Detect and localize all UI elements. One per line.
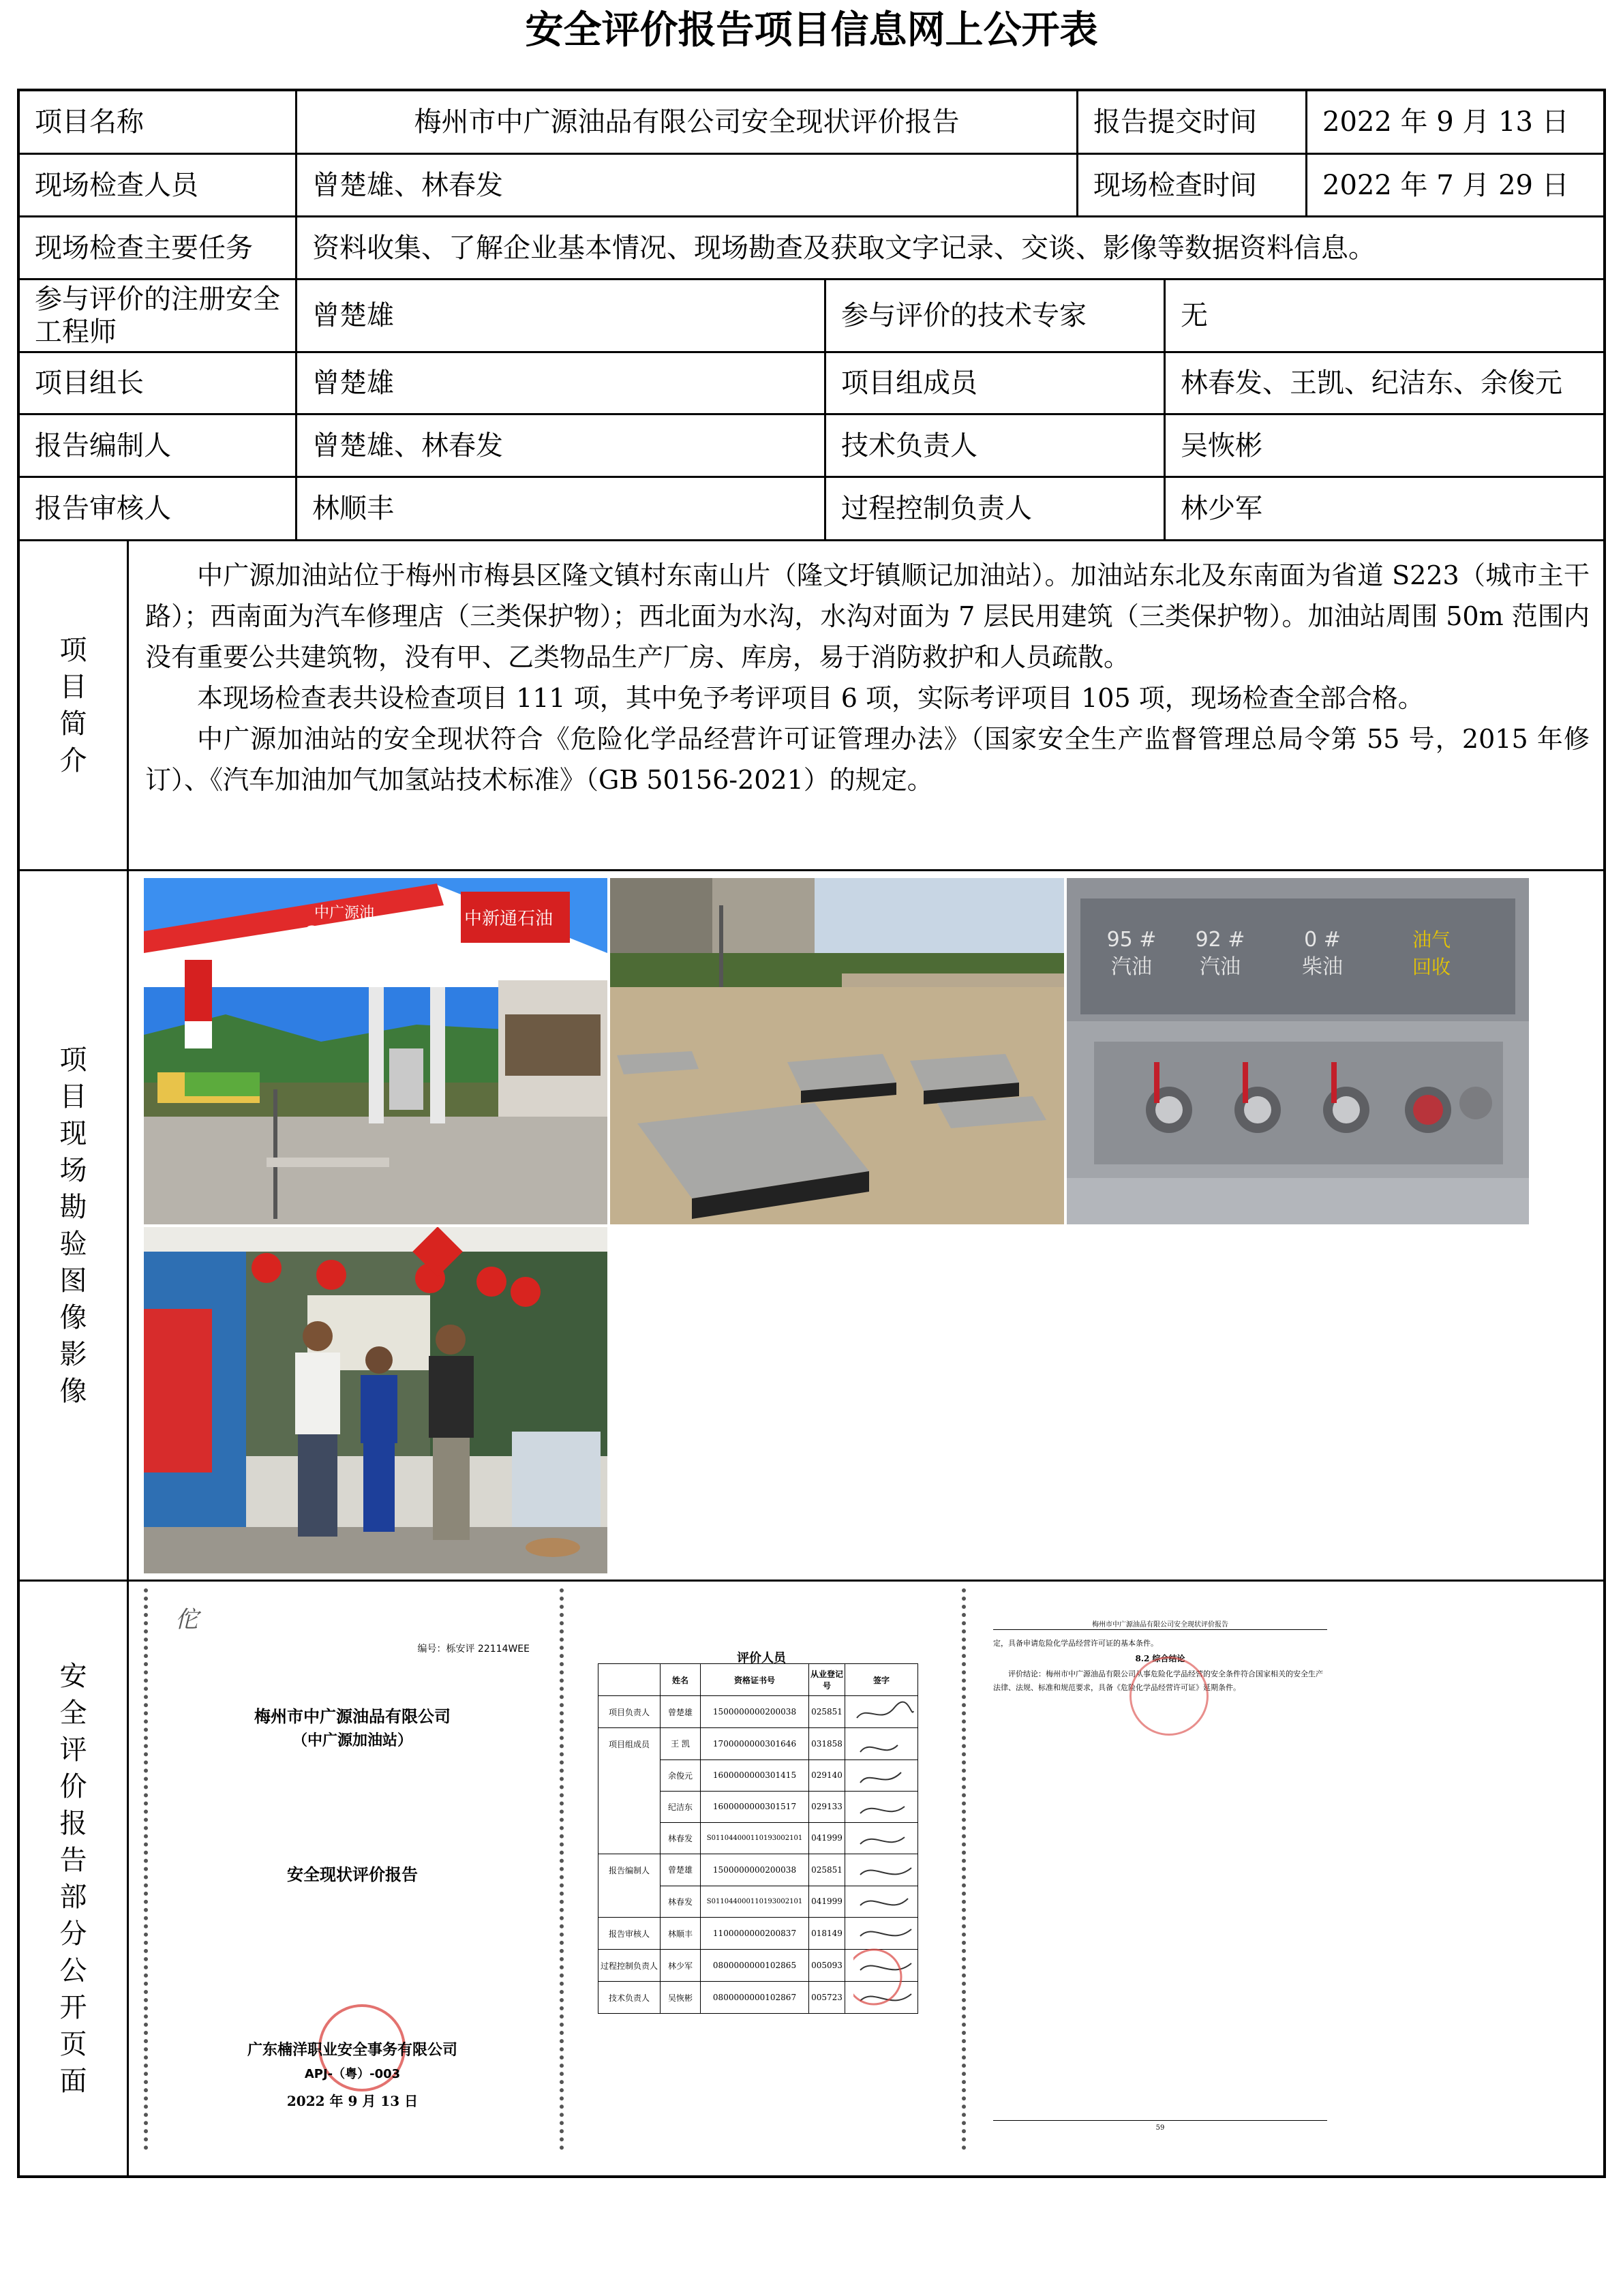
staff-name: 王 凯 bbox=[661, 1728, 701, 1760]
intro-label: 项目简介 bbox=[20, 541, 129, 869]
compiler-label: 报告编制人 bbox=[35, 429, 171, 462]
cover-handwritten: 佗 bbox=[175, 1606, 198, 1633]
staff-role: 过程控制负责人 bbox=[598, 1950, 661, 1982]
staff-reg: 029133 bbox=[809, 1791, 845, 1822]
tank-area-image bbox=[610, 878, 1064, 1224]
row-project-name bbox=[20, 91, 1603, 155]
staff-role bbox=[598, 1822, 661, 1854]
staff-header-reg: 从业登记号 bbox=[809, 1664, 845, 1696]
leader-label: 项目组长 bbox=[35, 367, 144, 399]
conclusion-footer-rule bbox=[993, 2120, 1327, 2121]
row-reviewer bbox=[20, 478, 1603, 541]
compiler-value: 曾楚雄、林春发 bbox=[295, 415, 824, 476]
tech-lead-label: 技术负责人 bbox=[824, 415, 1164, 476]
photo-fill-ports bbox=[1067, 878, 1529, 1224]
staff-role bbox=[598, 1791, 661, 1822]
fill-label-95-sub: 汽油 bbox=[1111, 955, 1152, 979]
inspectors-value: 曾楚雄、林春发 bbox=[295, 155, 1076, 215]
reviewer-value: 林顺丰 bbox=[295, 478, 824, 539]
staff-role: 报告审核人 bbox=[598, 1918, 661, 1950]
report-staff-page bbox=[560, 1588, 959, 2150]
staff-role: 报告编制人 bbox=[598, 1854, 661, 1886]
process-lead-value: 林少军 bbox=[1164, 478, 1603, 539]
project-name-label: 项目名称 bbox=[35, 106, 144, 138]
pump-number-text: 2 bbox=[306, 922, 320, 946]
cover-agency: 广东楠洋职业安全事务有限公司 bbox=[247, 2041, 457, 2059]
staff-name: 曾楚雄 bbox=[661, 1854, 701, 1886]
photo-tank-area bbox=[610, 878, 1064, 1224]
staff-name: 吴恢彬 bbox=[661, 1982, 701, 2014]
inspect-time-label: 现场检查时间 bbox=[1076, 155, 1305, 215]
staff-role bbox=[598, 1759, 661, 1791]
report-cover-page bbox=[144, 1588, 557, 2150]
intro-paragraph-1: 中广源加油站位于梅州市梅县区隆文镇村东南山片（隆文圩镇顺记加油站）。加油站东北及东南面为省道 S223（城市主干路）；西南面为汽车修理店（三类保护物）；西北面为水沟，水沟对面为 7 层民用建筑（三类保护物）。加油站周围 50m 范围内没有重要公共建筑物，没有甲、乙类物品生产厂房、库房，易于消防救护和人员疏散。 bbox=[145, 560, 1590, 672]
staff-name: 林春发 bbox=[661, 1822, 701, 1854]
staff-reg: 018149 bbox=[809, 1918, 845, 1950]
cover-station: （中广源加油站） bbox=[292, 1732, 412, 1749]
canopy-brand-text: 中新通石油 bbox=[464, 909, 553, 929]
expert-label: 参与评价的技术专家 bbox=[824, 280, 1164, 351]
staff-name: 余俊元 bbox=[661, 1759, 701, 1791]
fill-label-vapor: 油气 bbox=[1412, 928, 1451, 951]
fill-ports-image bbox=[1067, 878, 1529, 1224]
staff-cert: 1500000000200038 bbox=[701, 1854, 809, 1886]
staff-cert: S011044000110193002101 bbox=[701, 1822, 809, 1854]
staff-cert: 0800000000102867 bbox=[701, 1982, 809, 2014]
fill-label-92-sub: 汽油 bbox=[1200, 955, 1241, 979]
cover-code: 编号：栎安评 22114WEE bbox=[417, 1644, 530, 1655]
engineer-label: 参与评价的注册安全工程师 bbox=[35, 284, 280, 348]
inspect-time-value: 2022 年 7 月 29 日 bbox=[1305, 155, 1603, 215]
staff-reg: 025851 bbox=[809, 1854, 845, 1886]
staff-name: 林春发 bbox=[661, 1886, 701, 1918]
photo-inspectors-shop bbox=[144, 1227, 607, 1573]
row-inspectors bbox=[20, 155, 1603, 217]
intro-paragraph-2: 本现场检查表共设检查项目 111 项，其中免予考评项目 6 项，实际考评项目 105 项，现场检查全部合格。 bbox=[197, 683, 1424, 713]
reviewer-label: 报告审核人 bbox=[35, 493, 171, 524]
project-name-value: 梅州市中广源油品有限公司安全现状评价报告 bbox=[295, 91, 1076, 153]
leader-value: 曾楚雄 bbox=[295, 353, 824, 413]
staff-cert: 1100000000200837 bbox=[701, 1918, 809, 1950]
staff-name: 林少军 bbox=[661, 1950, 701, 1982]
conclusion-text: 评价结论：梅州市中广源油品有限公司从事危险化学品经营的安全条件符合国家相关的安全生产法律、法规、标准和规范要求，具备《危险化学品经营许可证》延期条件。 bbox=[993, 1670, 1323, 1692]
staff-reg: 041999 bbox=[809, 1822, 845, 1854]
staff-reg: 005723 bbox=[809, 1982, 845, 2014]
staff-header-name: 姓名 bbox=[661, 1664, 701, 1696]
station-canopy-image bbox=[144, 878, 607, 1224]
staff-header-cert: 资格证书号 bbox=[701, 1664, 809, 1696]
staff-cert: 1500000000200038 bbox=[701, 1696, 809, 1728]
submit-time-label: 报告提交时间 bbox=[1076, 91, 1305, 153]
photos-label: 项目现场勘验图像影像 bbox=[20, 871, 129, 1580]
fill-label-92: 92 # bbox=[1195, 928, 1245, 952]
expert-value: 无 bbox=[1164, 280, 1603, 351]
inspectors-shop-image bbox=[144, 1227, 607, 1573]
conclusion-seal bbox=[1129, 1657, 1209, 1736]
report-conclusion-page bbox=[962, 1588, 1354, 2150]
cover-license: APJ-（粤）-003 bbox=[304, 2067, 401, 2081]
cover-date: 2022 年 9 月 13 日 bbox=[286, 2093, 419, 2109]
row-compiler bbox=[20, 415, 1603, 478]
conclusion-header: 梅州市中广源油品有限公司安全现状评价报告 bbox=[1092, 1621, 1228, 1629]
staff-header-role bbox=[598, 1664, 661, 1696]
intro-paragraph-3: 中广源加油站的安全现状符合《危险化学品经营许可证管理办法》（国家安全生产监督管理总局令第 55 号，2015 年修订）、《汽车加油加气加氢站技术标准》（GB 50156-2021）的规定。 bbox=[145, 724, 1590, 795]
submit-time-value: 2022 年 9 月 13 日 bbox=[1305, 91, 1603, 153]
staff-cert: 0800000000102865 bbox=[701, 1950, 809, 1982]
fill-label-0-sub: 柴油 bbox=[1302, 955, 1343, 979]
cover-report-title: 安全现状评价报告 bbox=[287, 1864, 418, 1884]
row-task bbox=[20, 217, 1603, 280]
fill-label-95: 95 # bbox=[1106, 928, 1157, 952]
staff-role: 技术负责人 bbox=[598, 1982, 661, 2014]
staff-role: 项目组成员 bbox=[598, 1728, 661, 1760]
process-lead-label: 过程控制负责人 bbox=[824, 478, 1164, 539]
members-value: 林春发、王凯、纪洁东、余俊元 bbox=[1164, 353, 1603, 413]
intro-text bbox=[129, 541, 1603, 869]
conclusion-header-rule bbox=[993, 1629, 1327, 1630]
staff-name: 林顺丰 bbox=[661, 1918, 701, 1950]
conclusion-page-number: 59 bbox=[1155, 2124, 1165, 2132]
staff-reg: 031858 bbox=[809, 1728, 845, 1760]
task-value: 资料收集、了解企业基本情况、现场勘查及获取文字记录、交谈、影像等数据资料信息。 bbox=[295, 217, 1603, 278]
row-engineer bbox=[20, 280, 1603, 353]
page-title: 安全评价报告项目信息网上公开表 bbox=[525, 7, 1098, 52]
cover-company: 梅州市中广源油品有限公司 bbox=[254, 1706, 451, 1726]
report-pages-label: 安全评价报告部分公开页面 bbox=[20, 1582, 129, 2176]
row-photos bbox=[20, 871, 1603, 1582]
conclusion-line1: 定，具备申请危险化学品经营许可证的基本条件。 bbox=[993, 1639, 1158, 1648]
staff-name: 曾楚雄 bbox=[661, 1696, 701, 1728]
staff-reg: 025851 bbox=[809, 1696, 845, 1728]
staff-reg: 005093 bbox=[809, 1950, 845, 1982]
row-intro bbox=[20, 541, 1603, 871]
members-label: 项目组成员 bbox=[824, 353, 1164, 413]
row-leader bbox=[20, 353, 1603, 415]
conclusion-section: 8.2 综合结论 bbox=[1135, 1654, 1185, 1663]
info-table bbox=[17, 89, 1606, 2178]
staff-title: 评价人员 bbox=[737, 1651, 786, 1665]
staff-role: 项目负责人 bbox=[598, 1696, 661, 1728]
staff-role bbox=[598, 1886, 661, 1918]
staff-name: 纪洁东 bbox=[661, 1791, 701, 1822]
staff-signatures bbox=[853, 1691, 915, 2072]
inspectors-label: 现场检查人员 bbox=[35, 169, 198, 201]
staff-cert: S011044000110193002101 bbox=[701, 1886, 809, 1918]
staff-header-sign: 签字 bbox=[845, 1664, 918, 1696]
staff-reg: 029140 bbox=[809, 1759, 845, 1791]
canopy-sign-text: 中广源油 bbox=[314, 905, 375, 922]
staff-cert: 1600000000301517 bbox=[701, 1791, 809, 1822]
staff-cert: 1700000000301646 bbox=[701, 1728, 809, 1760]
photo-station-canopy bbox=[144, 878, 607, 1224]
staff-reg: 041999 bbox=[809, 1886, 845, 1918]
staff-cert: 1600000000301415 bbox=[701, 1759, 809, 1791]
fill-label-0: 0 # bbox=[1304, 928, 1341, 952]
engineer-value: 曾楚雄 bbox=[295, 280, 824, 351]
task-label: 现场检查主要任务 bbox=[35, 232, 253, 264]
row-report-pages bbox=[20, 1582, 1603, 2176]
tech-lead-value: 吴恢彬 bbox=[1164, 415, 1603, 476]
fill-label-vapor-sub: 回收 bbox=[1412, 956, 1451, 978]
